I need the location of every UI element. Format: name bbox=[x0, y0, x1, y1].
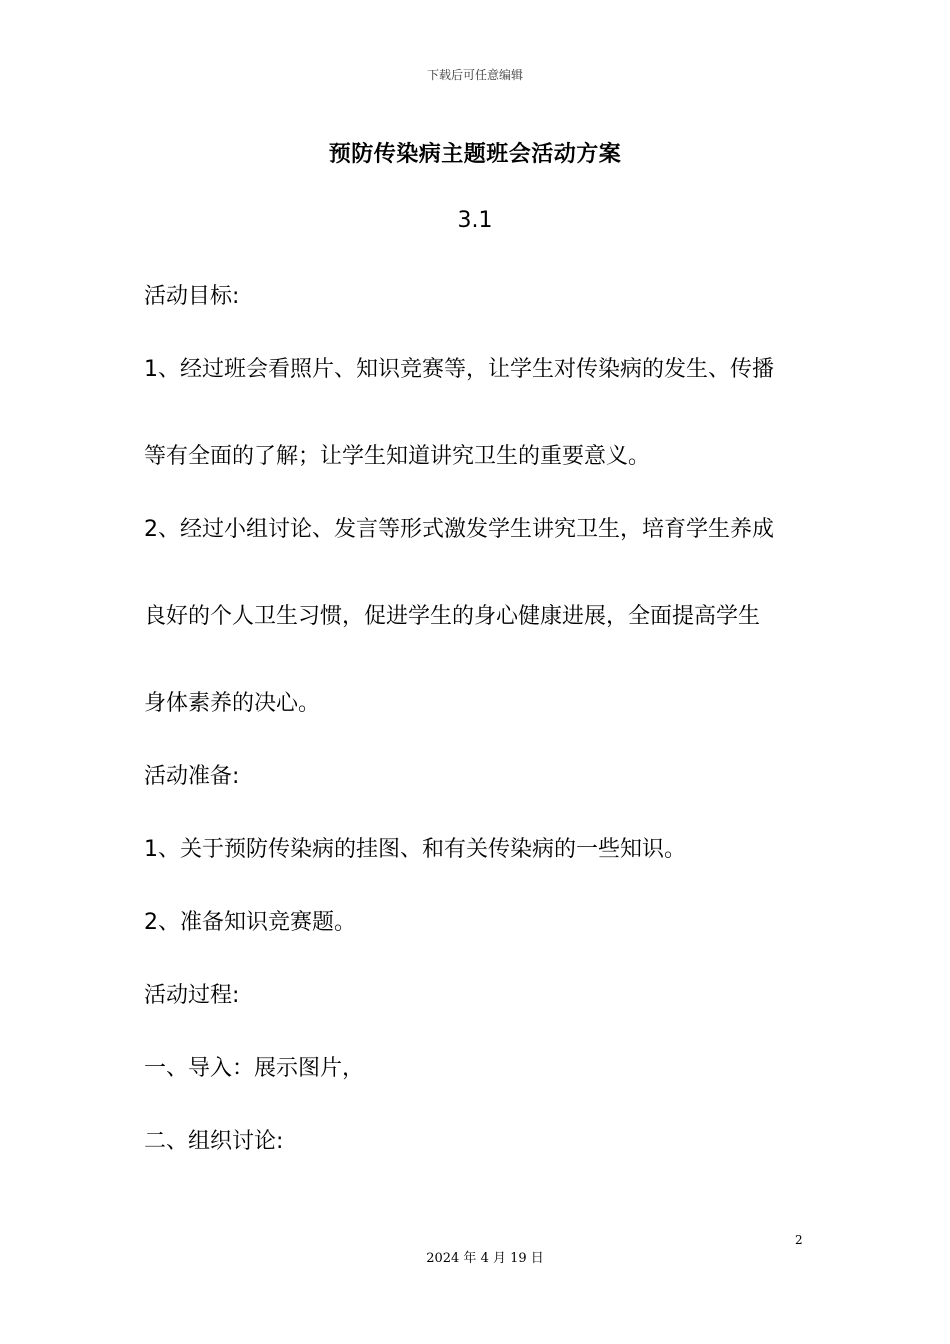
footer-date: 2024 年 4 月 19 日 bbox=[426, 1251, 544, 1266]
prep-heading: 活动准备: bbox=[144, 764, 240, 789]
page-number: 2 bbox=[795, 1233, 803, 1247]
process-heading: 活动过程: bbox=[144, 983, 240, 1008]
goals-heading: 活动目标: bbox=[144, 284, 240, 309]
header-note: 下载后可任意编辑 bbox=[426, 68, 523, 82]
goal-2-line-1: 2、经过小组讨论、发言等形式激发学生讲究卫生，培育学生养成 bbox=[144, 517, 774, 542]
goal-2-line-2: 良好的个人卫生习惯，促进学生的身心健康进展，全面提高学生 bbox=[144, 604, 761, 629]
process-item-1: 一、导入：展示图片， bbox=[144, 1056, 365, 1081]
process-item-2: 二、组织讨论: bbox=[144, 1129, 284, 1154]
document-title: 预防传染病主题班会活动方案 bbox=[328, 142, 622, 167]
prep-item-2: 2、准备知识竞赛题。 bbox=[144, 910, 356, 935]
goal-1-line-1: 1、经过班会看照片、知识竞赛等，让学生对传染病的发生、传播 bbox=[144, 357, 774, 382]
goal-1-line-2: 等有全面的了解；让学生知道讲究卫生的重要意义。 bbox=[144, 444, 651, 469]
goal-2-line-3: 身体素养的决心。 bbox=[144, 691, 321, 716]
document-subtitle: 3.1 bbox=[457, 208, 493, 233]
prep-item-1: 1、关于预防传染病的挂图、和有关传染病的一些知识。 bbox=[144, 837, 686, 862]
